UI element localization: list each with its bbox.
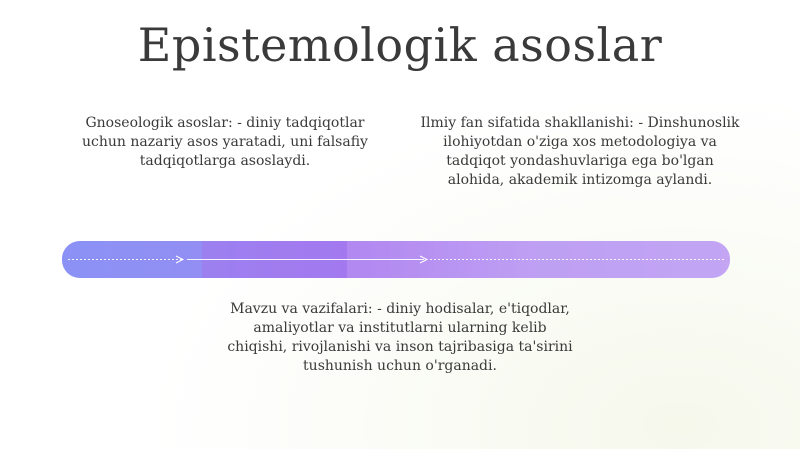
timeline-bar	[62, 241, 730, 278]
slide-title: Epistemologik asoslar	[137, 18, 663, 72]
point-scientific-formation: Ilmiy fan sifatida shakllanishi: - Dinshunoslik ilohiyotdan o'ziga xos metodologiya va tadqiqot yondashuvlariga ega bo'lgan alohida, akademik intizomga aylandi.	[420, 115, 740, 188]
point-gnoseological-basis: Gnoseologik asoslar: - diniy tadqiqotlar uchun nazariy asos yaratadi, uni falsafiy tadqiqotlarga asoslaydi.	[82, 115, 368, 169]
point-subject-and-tasks: Mavzu va vazifalari: - diniy hodisalar, e'tiqodlar, amaliyotlar va institutlarni ularning kelib chiqishi, rivojlanishi va inson tajribasiga ta'sirini tushunish uchun o'rganadi.	[227, 301, 573, 374]
timeline-arrow-line	[62, 241, 730, 278]
